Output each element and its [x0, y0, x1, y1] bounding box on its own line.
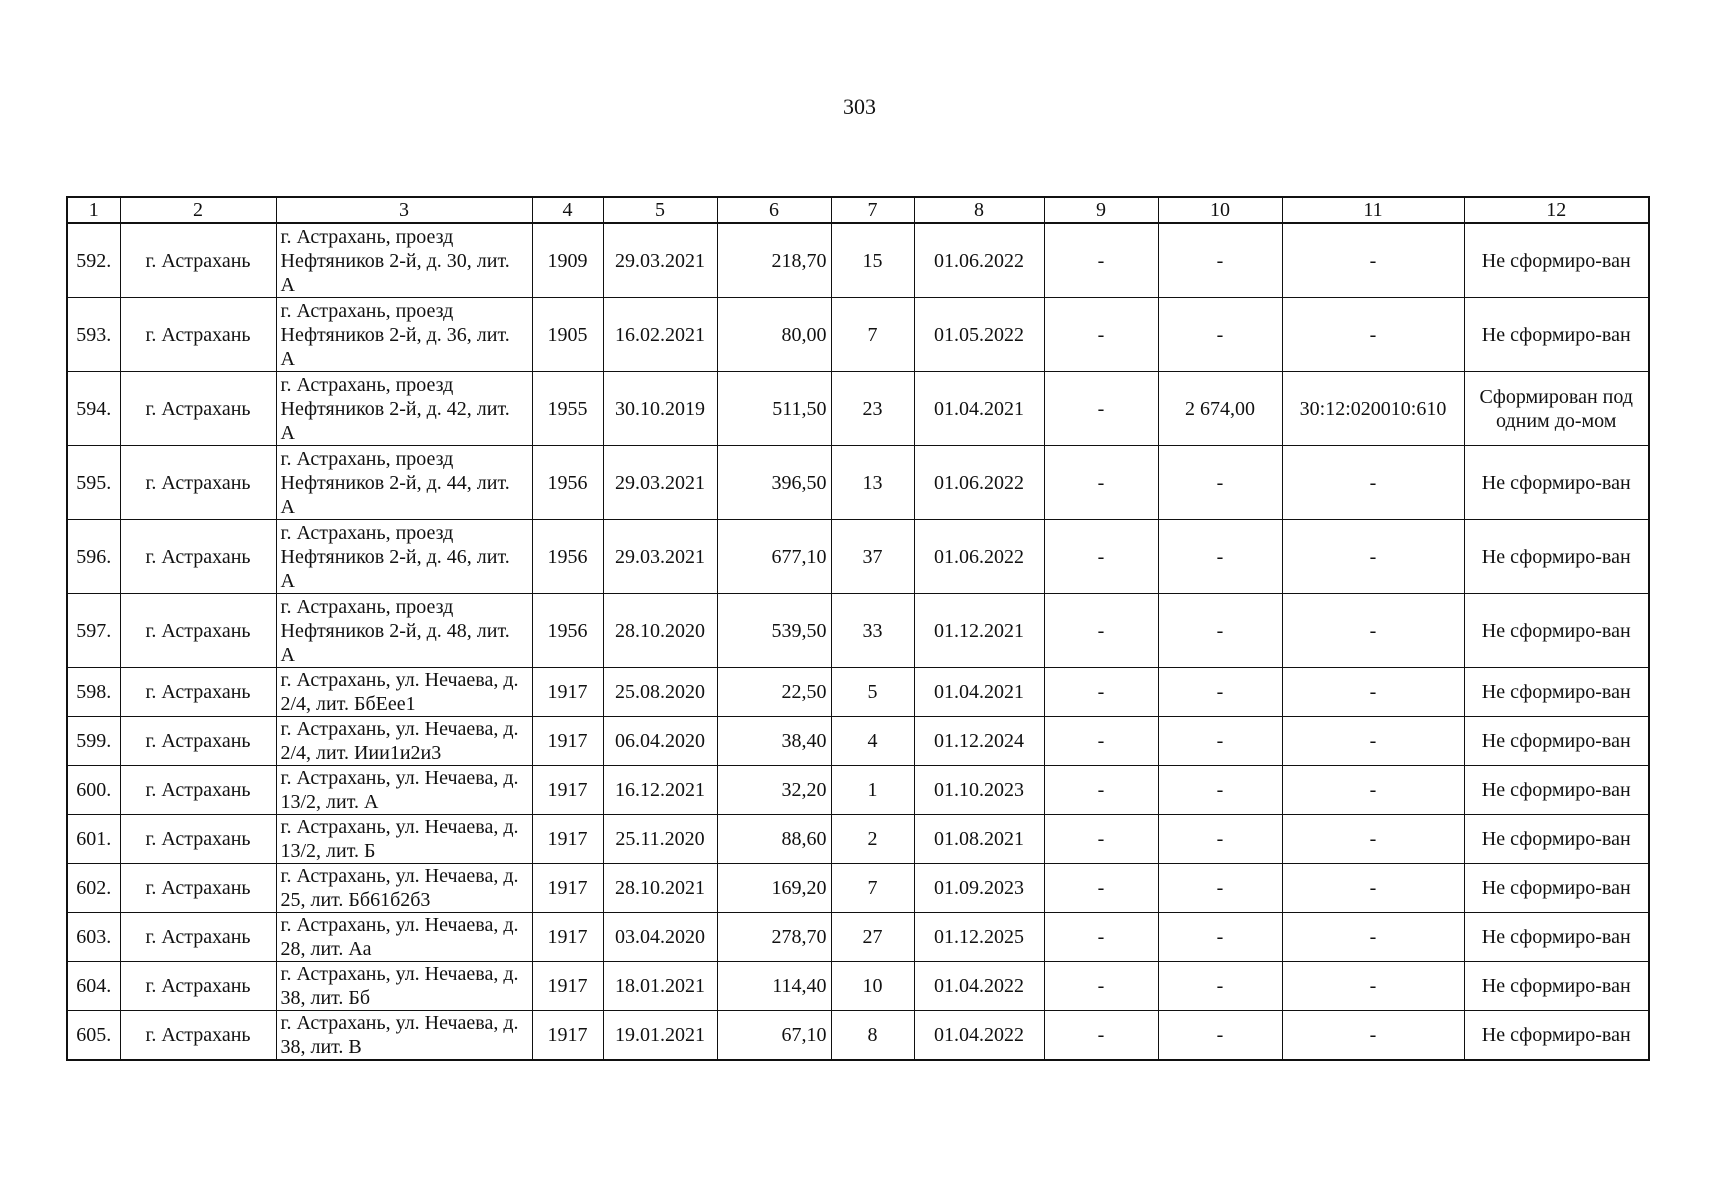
value-cell: - — [1044, 298, 1158, 372]
cadastral-number-cell: - — [1282, 446, 1464, 520]
value-cell: - — [1044, 717, 1158, 766]
count-cell: 5 — [831, 668, 914, 717]
cadastral-number-cell: - — [1282, 668, 1464, 717]
status-cell: Не сформиро-ван — [1464, 298, 1649, 372]
city-cell: г. Астрахань — [120, 594, 276, 668]
row-number-cell: 596. — [67, 520, 120, 594]
year-cell: 1956 — [532, 446, 603, 520]
date-cell: 01.04.2021 — [914, 372, 1044, 446]
year-cell: 1905 — [532, 298, 603, 372]
value-cell: - — [1044, 223, 1158, 298]
date-cell: 29.03.2021 — [603, 520, 717, 594]
row-number-cell: 604. — [67, 962, 120, 1011]
column-header: 2 — [120, 197, 276, 223]
cadastral-number-cell: - — [1282, 223, 1464, 298]
table-row — [67, 668, 1649, 717]
date-cell: 01.05.2022 — [914, 298, 1044, 372]
table-row — [67, 372, 1649, 446]
area-cell: 218,70 — [717, 223, 831, 298]
row-number-cell: 602. — [67, 864, 120, 913]
area-cell: 114,40 — [717, 962, 831, 1011]
count-cell: 37 — [831, 520, 914, 594]
land-area-cell: - — [1158, 717, 1282, 766]
date-cell: 01.06.2022 — [914, 446, 1044, 520]
row-number-cell: 601. — [67, 815, 120, 864]
address-cell: г. Астрахань, проезд Нефтяников 2-й, д. 48, лит. А — [276, 594, 532, 668]
land-area-cell: - — [1158, 668, 1282, 717]
row-number-cell: 598. — [67, 668, 120, 717]
year-cell: 1917 — [532, 913, 603, 962]
city-cell: г. Астрахань — [120, 864, 276, 913]
city-cell: г. Астрахань — [120, 668, 276, 717]
table-row — [67, 864, 1649, 913]
cadastral-number-cell: - — [1282, 815, 1464, 864]
year-cell: 1917 — [532, 668, 603, 717]
area-cell: 511,50 — [717, 372, 831, 446]
count-cell: 8 — [831, 1011, 914, 1061]
value-cell: - — [1044, 1011, 1158, 1061]
land-area-cell: - — [1158, 298, 1282, 372]
cadastral-number-cell: - — [1282, 962, 1464, 1011]
column-number-row — [67, 197, 1649, 223]
status-cell: Не сформиро-ван — [1464, 520, 1649, 594]
row-number-cell: 593. — [67, 298, 120, 372]
cadastral-number-cell: - — [1282, 717, 1464, 766]
year-cell: 1917 — [532, 962, 603, 1011]
area-cell: 539,50 — [717, 594, 831, 668]
table-row — [67, 298, 1649, 372]
address-cell: г. Астрахань, проезд Нефтяников 2-й, д. 44, лит. А — [276, 446, 532, 520]
date-cell: 01.04.2021 — [914, 668, 1044, 717]
date-cell: 01.04.2022 — [914, 1011, 1044, 1061]
row-number-cell: 594. — [67, 372, 120, 446]
land-area-cell: - — [1158, 223, 1282, 298]
column-header: 12 — [1464, 197, 1649, 223]
column-header: 9 — [1044, 197, 1158, 223]
land-area-cell: - — [1158, 864, 1282, 913]
column-header: 5 — [603, 197, 717, 223]
value-cell: - — [1044, 594, 1158, 668]
year-cell: 1955 — [532, 372, 603, 446]
year-cell: 1909 — [532, 223, 603, 298]
row-number-cell: 603. — [67, 913, 120, 962]
date-cell: 25.11.2020 — [603, 815, 717, 864]
status-cell: Не сформиро-ван — [1464, 717, 1649, 766]
date-cell: 03.04.2020 — [603, 913, 717, 962]
value-cell: - — [1044, 766, 1158, 815]
area-cell: 67,10 — [717, 1011, 831, 1061]
address-cell: г. Астрахань, ул. Нечаева, д. 25, лит. Бб61б2б3 — [276, 864, 532, 913]
address-cell: г. Астрахань, ул. Нечаева, д. 13/2, лит. А — [276, 766, 532, 815]
city-cell: г. Астрахань — [120, 962, 276, 1011]
table-body — [67, 223, 1649, 1060]
date-cell: 16.12.2021 — [603, 766, 717, 815]
status-cell: Не сформиро-ван — [1464, 1011, 1649, 1061]
city-cell: г. Астрахань — [120, 913, 276, 962]
address-cell: г. Астрахань, ул. Нечаева, д. 2/4, лит. БбЕее1 — [276, 668, 532, 717]
date-cell: 30.10.2019 — [603, 372, 717, 446]
address-cell: г. Астрахань, ул. Нечаева, д. 38, лит. В — [276, 1011, 532, 1061]
table-row — [67, 962, 1649, 1011]
table-row — [67, 594, 1649, 668]
count-cell: 7 — [831, 298, 914, 372]
table-row — [67, 520, 1649, 594]
area-cell: 32,20 — [717, 766, 831, 815]
city-cell: г. Астрахань — [120, 520, 276, 594]
address-cell: г. Астрахань, проезд Нефтяников 2-й, д. 30, лит. А — [276, 223, 532, 298]
column-header: 10 — [1158, 197, 1282, 223]
column-header: 3 — [276, 197, 532, 223]
area-cell: 22,50 — [717, 668, 831, 717]
count-cell: 33 — [831, 594, 914, 668]
date-cell: 01.09.2023 — [914, 864, 1044, 913]
column-header: 1 — [67, 197, 120, 223]
table-row — [67, 446, 1649, 520]
address-cell: г. Астрахань, ул. Нечаева, д. 13/2, лит. Б — [276, 815, 532, 864]
count-cell: 4 — [831, 717, 914, 766]
value-cell: - — [1044, 668, 1158, 717]
area-cell: 169,20 — [717, 864, 831, 913]
area-cell: 278,70 — [717, 913, 831, 962]
status-cell: Не сформиро-ван — [1464, 446, 1649, 520]
page-number: 303 — [843, 94, 876, 119]
column-header: 4 — [532, 197, 603, 223]
table-row — [67, 1011, 1649, 1061]
count-cell: 23 — [831, 372, 914, 446]
row-number-cell: 595. — [67, 446, 120, 520]
date-cell: 01.10.2023 — [914, 766, 1044, 815]
area-cell: 38,40 — [717, 717, 831, 766]
date-cell: 01.06.2022 — [914, 520, 1044, 594]
city-cell: г. Астрахань — [120, 298, 276, 372]
row-number-cell: 597. — [67, 594, 120, 668]
table-row — [67, 223, 1649, 298]
status-cell: Не сформиро-ван — [1464, 766, 1649, 815]
value-cell: - — [1044, 962, 1158, 1011]
date-cell: 01.08.2021 — [914, 815, 1044, 864]
area-cell: 80,00 — [717, 298, 831, 372]
cadastral-number-cell: - — [1282, 298, 1464, 372]
count-cell: 1 — [831, 766, 914, 815]
city-cell: г. Астрахань — [120, 223, 276, 298]
land-area-cell: 2 674,00 — [1158, 372, 1282, 446]
date-cell: 28.10.2021 — [603, 864, 717, 913]
address-cell: г. Астрахань, проезд Нефтяников 2-й, д. 42, лит. А — [276, 372, 532, 446]
row-number-cell: 600. — [67, 766, 120, 815]
count-cell: 10 — [831, 962, 914, 1011]
table-row — [67, 766, 1649, 815]
land-area-cell: - — [1158, 913, 1282, 962]
city-cell: г. Астрахань — [120, 815, 276, 864]
status-cell: Не сформиро-ван — [1464, 962, 1649, 1011]
address-cell: г. Астрахань, проезд Нефтяников 2-й, д. 36, лит. А — [276, 298, 532, 372]
value-cell: - — [1044, 864, 1158, 913]
housing-register-table — [66, 196, 1650, 1061]
count-cell: 15 — [831, 223, 914, 298]
column-header: 11 — [1282, 197, 1464, 223]
date-cell: 01.06.2022 — [914, 223, 1044, 298]
land-area-cell: - — [1158, 766, 1282, 815]
land-area-cell: - — [1158, 815, 1282, 864]
row-number-cell: 599. — [67, 717, 120, 766]
area-cell: 88,60 — [717, 815, 831, 864]
cadastral-number-cell: - — [1282, 864, 1464, 913]
table-row — [67, 815, 1649, 864]
date-cell: 19.01.2021 — [603, 1011, 717, 1061]
value-cell: - — [1044, 520, 1158, 594]
date-cell: 01.04.2022 — [914, 962, 1044, 1011]
count-cell: 7 — [831, 864, 914, 913]
address-cell: г. Астрахань, проезд Нефтяников 2-й, д. 46, лит. А — [276, 520, 532, 594]
year-cell: 1956 — [532, 594, 603, 668]
city-cell: г. Астрахань — [120, 717, 276, 766]
date-cell: 28.10.2020 — [603, 594, 717, 668]
city-cell: г. Астрахань — [120, 766, 276, 815]
column-header: 6 — [717, 197, 831, 223]
date-cell: 29.03.2021 — [603, 223, 717, 298]
year-cell: 1917 — [532, 864, 603, 913]
date-cell: 06.04.2020 — [603, 717, 717, 766]
land-area-cell: - — [1158, 446, 1282, 520]
value-cell: - — [1044, 815, 1158, 864]
status-cell: Сформирован под одним до-мом — [1464, 372, 1649, 446]
count-cell: 13 — [831, 446, 914, 520]
address-cell: г. Астрахань, ул. Нечаева, д. 2/4, лит. Иии1и2и3 — [276, 717, 532, 766]
date-cell: 01.12.2024 — [914, 717, 1044, 766]
value-cell: - — [1044, 372, 1158, 446]
cadastral-number-cell: 30:12:020010:610 — [1282, 372, 1464, 446]
row-number-cell: 592. — [67, 223, 120, 298]
year-cell: 1917 — [532, 717, 603, 766]
city-cell: г. Астрахань — [120, 372, 276, 446]
area-cell: 677,10 — [717, 520, 831, 594]
column-header: 7 — [831, 197, 914, 223]
date-cell: 01.12.2025 — [914, 913, 1044, 962]
status-cell: Не сформиро-ван — [1464, 864, 1649, 913]
count-cell: 27 — [831, 913, 914, 962]
address-cell: г. Астрахань, ул. Нечаева, д. 38, лит. Бб — [276, 962, 532, 1011]
date-cell: 16.02.2021 — [603, 298, 717, 372]
city-cell: г. Астрахань — [120, 1011, 276, 1061]
cadastral-number-cell: - — [1282, 913, 1464, 962]
land-area-cell: - — [1158, 594, 1282, 668]
count-cell: 2 — [831, 815, 914, 864]
date-cell: 01.12.2021 — [914, 594, 1044, 668]
area-cell: 396,50 — [717, 446, 831, 520]
row-number-cell: 605. — [67, 1011, 120, 1061]
cadastral-number-cell: - — [1282, 766, 1464, 815]
date-cell: 25.08.2020 — [603, 668, 717, 717]
status-cell: Не сформиро-ван — [1464, 815, 1649, 864]
status-cell: Не сформиро-ван — [1464, 223, 1649, 298]
year-cell: 1917 — [532, 815, 603, 864]
value-cell: - — [1044, 913, 1158, 962]
column-header: 8 — [914, 197, 1044, 223]
year-cell: 1956 — [532, 520, 603, 594]
land-area-cell: - — [1158, 1011, 1282, 1061]
address-cell: г. Астрахань, ул. Нечаева, д. 28, лит. Аа — [276, 913, 532, 962]
year-cell: 1917 — [532, 766, 603, 815]
cadastral-number-cell: - — [1282, 520, 1464, 594]
table-row — [67, 913, 1649, 962]
table-row — [67, 717, 1649, 766]
status-cell: Не сформиро-ван — [1464, 668, 1649, 717]
cadastral-number-cell: - — [1282, 594, 1464, 668]
value-cell: - — [1044, 446, 1158, 520]
cadastral-number-cell: - — [1282, 1011, 1464, 1061]
land-area-cell: - — [1158, 962, 1282, 1011]
land-area-cell: - — [1158, 520, 1282, 594]
date-cell: 29.03.2021 — [603, 446, 717, 520]
city-cell: г. Астрахань — [120, 446, 276, 520]
date-cell: 18.01.2021 — [603, 962, 717, 1011]
status-cell: Не сформиро-ван — [1464, 594, 1649, 668]
status-cell: Не сформиро-ван — [1464, 913, 1649, 962]
year-cell: 1917 — [532, 1011, 603, 1061]
